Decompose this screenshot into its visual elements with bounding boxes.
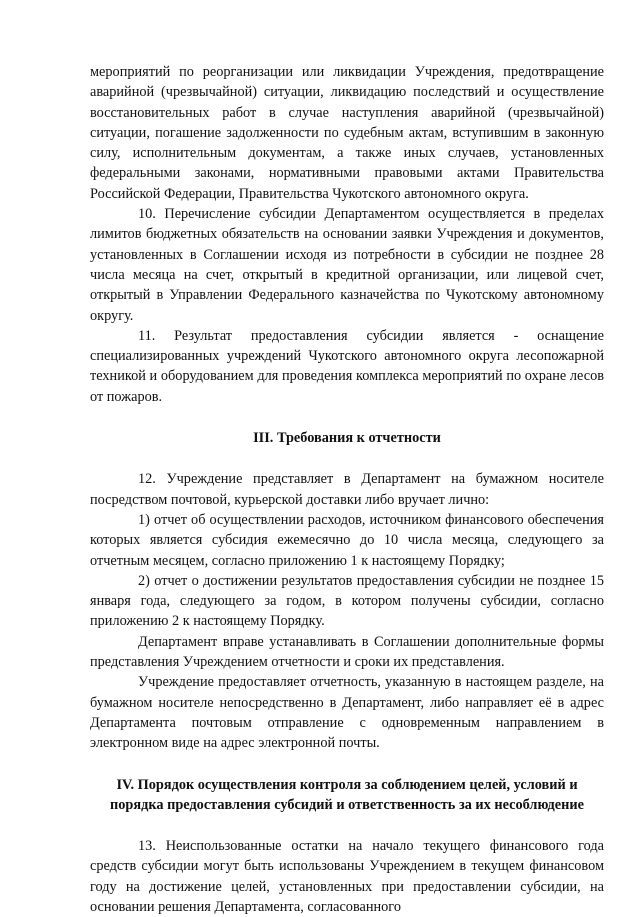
list-item-2: 2) отчет о достижении результатов предоставления субсидии не позднее 15 января года, следующего за годом, в котором получены субсидии, согласно приложению 2 к настоящему Порядку. xyxy=(90,572,604,630)
paragraph-13: 13. Неиспользованные остатки на начало текущего финансового года средств субсидии могут быть использованы Учреждением в текущем финансовом году на достижение целей, установленных при предоставлении субсидии, на основании решения Департамента, согласованного xyxy=(90,838,604,915)
paragraph-11: 11. Результат предоставления субсидии является - оснащение специализированных учреждений Чукотского автономного округа лесопожарной техникой и оборудованием для проведения комплекса мероприятий по охране лесов от пожаров. xyxy=(90,327,604,405)
paragraph-department: Департамент вправе устанавливать в Соглашении дополнительные формы представления Учреждением отчетности и сроки их представления. xyxy=(90,633,604,671)
paragraph-10: 10. Перечисление субсидии Департаментом осуществляется в пределах лимитов бюджетных обязательств на основании заявки Учреждения и документов, установленных в Соглашении исходя из потребности в субсидии не позднее 28 числа месяца на счет, открытый в кредитной организации, или лицевой счет, открытый в Управлении Федерального казначейства по Чукотскому автономному округу. xyxy=(90,206,604,324)
document-page xyxy=(90,62,604,917)
section-4-heading: IV. Порядок осуществления контроля за соблюдением целей, условий и порядка предоставления субсидий и ответственность за их несоблюдение xyxy=(110,776,584,813)
paragraph-report-delivery: Учреждение предоставляет отчетность, указанную в настоящем разделе, на бумажном носителе непосредственно в Департамент, либо направляет её в адрес Департамента почтовым отправление с одновременным направлением в электронном виде на адрес электронной почты. xyxy=(90,674,604,752)
paragraph-12: 12. Учреждение представляет в Департамент на бумажном носителе посредством почтовой, курьерской доставки либо вручает лично: xyxy=(90,471,604,508)
section-3-heading: III. Требования к отчетности xyxy=(253,430,441,447)
list-item-1: 1) отчет об осуществлении расходов, источником финансового обеспечения которых является субсидия ежемесячно до 10 числа месяца, следующего за отчетным месяцем, согласно приложению 1 к настоящему Порядку; xyxy=(90,511,604,569)
paragraph-continuation: мероприятий по реорганизации или ликвидации Учреждения, предотвращение аварийной (чрезвычайной) ситуации, ликвидацию последствий и осуществление восстановительных работ в случае наступления аварийной (чрезвычайной) ситуации, погашение задолженности по судебным актам, вступившим в законную силу, исполнительным документам, а также иных случаев, установленных федеральными законами, нормативными правовыми актами Правительства Российской Федерации, Правительства Чукотского автономного округа. xyxy=(90,64,604,202)
